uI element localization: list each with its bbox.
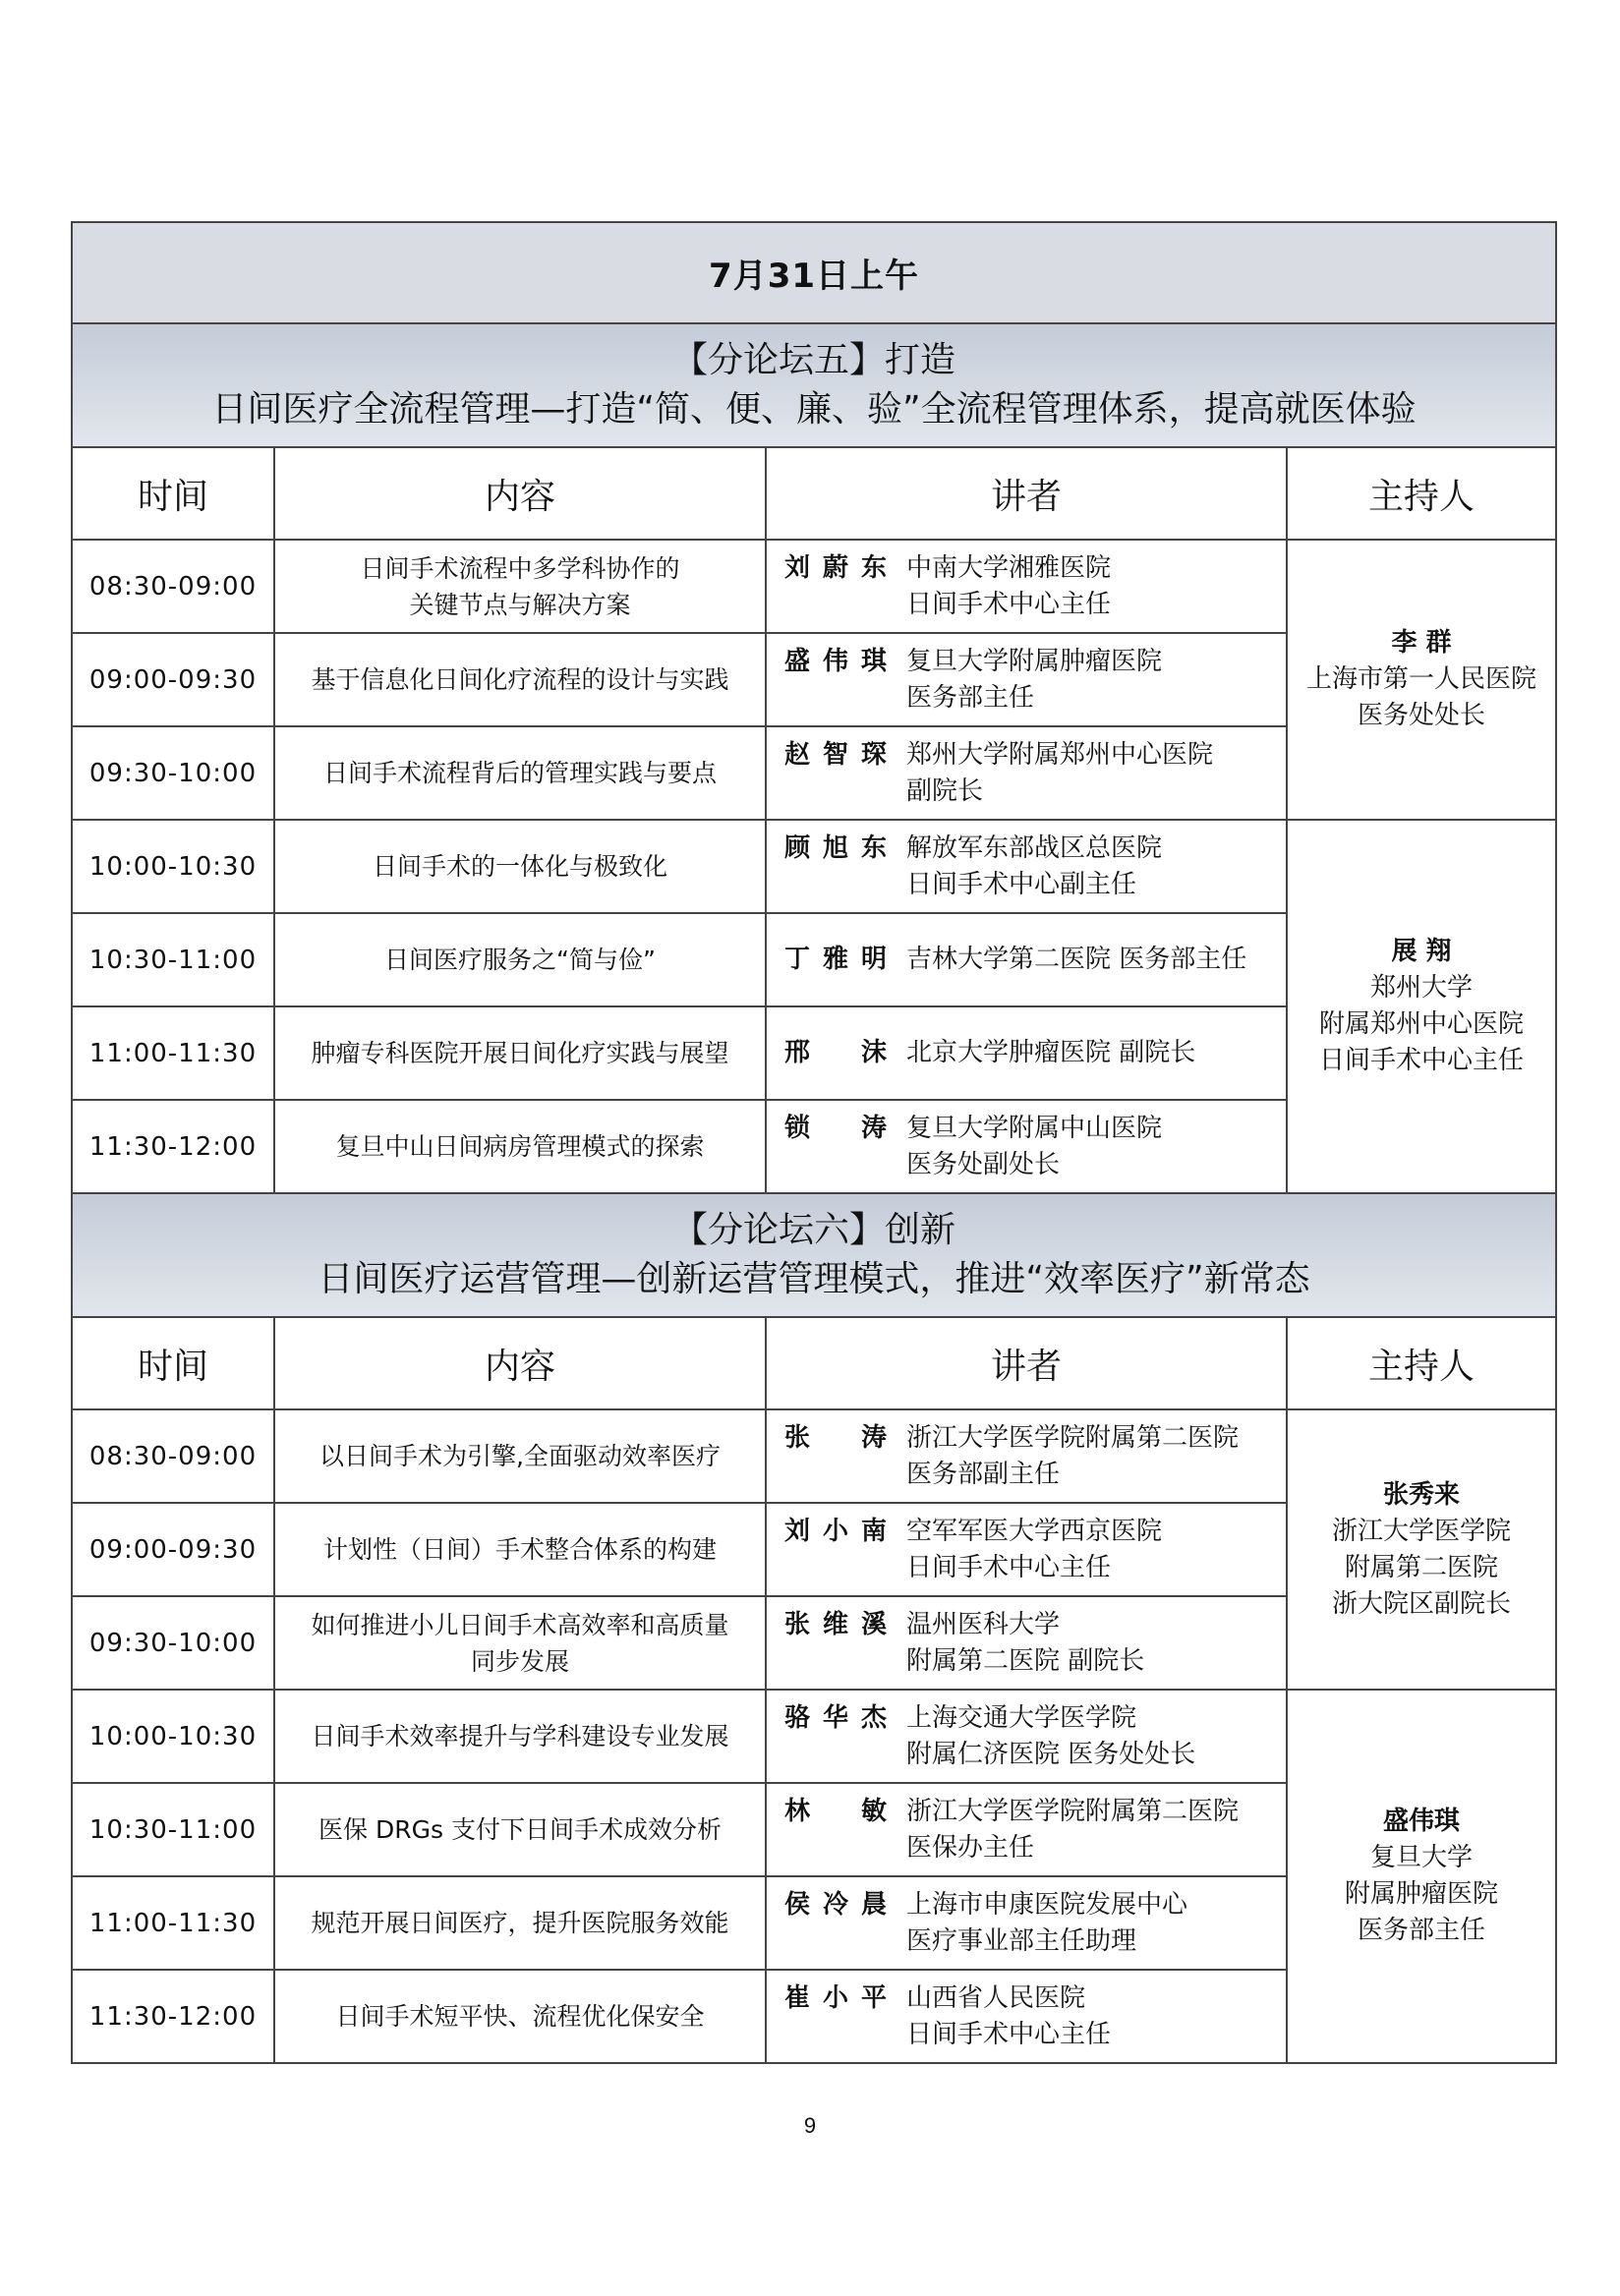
session-time: 11:00-11:30 bbox=[72, 1006, 274, 1100]
affiliation-line: 解放军东部战区总医院 bbox=[906, 832, 1163, 863]
topic-line: 日间手术短平快、流程优化保安全 bbox=[335, 2002, 705, 2031]
session-time: 11:30-12:00 bbox=[72, 1100, 274, 1193]
schedule-row bbox=[72, 1409, 1556, 1503]
affiliation-line: 山西省人民医院 bbox=[906, 1982, 1086, 2013]
speaker-name: 刘蔚东 bbox=[784, 552, 887, 583]
topic-line: 日间手术流程中多学科协作的 bbox=[360, 553, 680, 583]
session-host bbox=[1287, 540, 1556, 820]
affiliation-line: 医保办主任 bbox=[906, 1832, 1035, 1863]
host-affiliation-line: 复旦大学 bbox=[1370, 1843, 1474, 1872]
speaker-affiliation bbox=[906, 1514, 1286, 1586]
column-header-row bbox=[72, 447, 1556, 540]
affiliation-line: 日间手术中心主任 bbox=[906, 2019, 1112, 2049]
schedule-row bbox=[72, 1690, 1556, 1783]
affiliation-line: 上海市申康医院发展中心 bbox=[906, 1889, 1188, 1920]
host-name: 展 翔 bbox=[1391, 937, 1452, 966]
speaker-affiliation bbox=[906, 644, 1286, 717]
topic-line: 日间医疗服务之“简与俭” bbox=[384, 946, 656, 974]
session-topic bbox=[274, 1876, 766, 1970]
speaker-name: 盛伟琪 bbox=[784, 646, 887, 676]
speaker-name: 林 敏 bbox=[784, 1796, 887, 1826]
speaker-affiliation bbox=[906, 942, 1286, 978]
affiliation-line: 日间手术中心主任 bbox=[906, 1552, 1112, 1582]
affiliation-line: 附属第二医院 副院长 bbox=[906, 1645, 1145, 1676]
affiliation-line: 中南大学湘雅医院 bbox=[906, 552, 1112, 583]
column-header-host: 主持人 bbox=[1287, 1317, 1556, 1409]
speaker-block bbox=[767, 1887, 1286, 1960]
speaker-block bbox=[767, 831, 1286, 903]
affiliation-line: 吉林大学第二医院 医务部主任 bbox=[906, 945, 1247, 974]
speaker-affiliation bbox=[906, 1794, 1286, 1866]
speaker-block bbox=[767, 1607, 1286, 1680]
topic-line: 规范开展日间医疗，提升医院服务效能 bbox=[311, 1909, 729, 1937]
session-topic bbox=[274, 633, 766, 726]
session-topic bbox=[274, 1503, 766, 1596]
host-affiliation-line: 上海市第一人民医院 bbox=[1306, 664, 1537, 694]
schedule-table bbox=[71, 221, 1557, 2064]
topic-line: 计划性（日间）手术整合体系的构建 bbox=[322, 1535, 717, 1564]
session-time: 09:00-09:30 bbox=[72, 1503, 274, 1596]
session-topic bbox=[274, 1100, 766, 1193]
column-header-speaker: 讲者 bbox=[766, 1317, 1287, 1409]
session-topic bbox=[274, 1783, 766, 1876]
forum-title: 【分论坛五】打造 bbox=[672, 340, 956, 380]
speaker-affiliation bbox=[906, 1420, 1286, 1493]
speaker-block bbox=[767, 550, 1286, 623]
speaker-affiliation bbox=[906, 831, 1286, 903]
session-time: 08:30-09:00 bbox=[72, 540, 274, 633]
speaker-block bbox=[767, 737, 1286, 810]
session-speaker bbox=[766, 726, 1287, 820]
host-name: 盛伟琪 bbox=[1383, 1807, 1461, 1836]
speaker-name: 骆华杰 bbox=[784, 1702, 887, 1733]
speaker-name: 丁雅明 bbox=[784, 945, 887, 974]
schedule-row bbox=[72, 540, 1556, 633]
session-time: 11:30-12:00 bbox=[72, 1970, 274, 2063]
forum-header-row bbox=[72, 1193, 1556, 1317]
affiliation-line: 医务部副主任 bbox=[906, 1459, 1061, 1489]
affiliation-line: 上海交通大学医学院 bbox=[906, 1702, 1137, 1733]
session-host bbox=[1287, 1409, 1556, 1690]
affiliation-line: 温州医科大学 bbox=[906, 1609, 1061, 1639]
topic-line: 日间手术效率提升与学科建设专业发展 bbox=[311, 1722, 729, 1751]
column-header-content: 内容 bbox=[274, 1317, 766, 1409]
speaker-name: 侯冷晨 bbox=[784, 1889, 887, 1920]
speaker-name: 崔小平 bbox=[784, 1982, 887, 2013]
session-time: 10:00-10:30 bbox=[72, 1690, 274, 1783]
affiliation-line: 复旦大学附属中山医院 bbox=[906, 1113, 1163, 1143]
forum-subtitle: 日间医疗全流程管理—打造“简、便、廉、验”全流程管理体系，提高就医体验 bbox=[211, 389, 1417, 430]
speaker-name: 顾旭东 bbox=[784, 832, 887, 863]
affiliation-line: 北京大学肿瘤医院 副院长 bbox=[906, 1038, 1196, 1067]
speaker-affiliation bbox=[906, 550, 1286, 623]
host-affiliation-line: 浙大院区副院长 bbox=[1332, 1588, 1512, 1619]
topic-line: 基于信息化日间化疗流程的设计与实践 bbox=[311, 665, 729, 694]
speaker-block bbox=[767, 1420, 1286, 1493]
session-speaker bbox=[766, 1970, 1287, 2063]
affiliation-line: 浙江大学医学院附属第二医院 bbox=[906, 1422, 1240, 1453]
speaker-name: 张 涛 bbox=[784, 1422, 887, 1453]
session-speaker bbox=[766, 540, 1287, 633]
topic-line: 医保 DRGs 支付下日间手术成效分析 bbox=[318, 1815, 722, 1844]
column-header-time: 时间 bbox=[72, 1317, 274, 1409]
topic-line: 肿瘤专科医院开展日间化疗实践与展望 bbox=[311, 1039, 729, 1067]
session-topic bbox=[274, 913, 766, 1006]
host-affiliation-line: 浙江大学医学院 bbox=[1332, 1516, 1512, 1546]
column-header-speaker: 讲者 bbox=[766, 447, 1287, 540]
schedule-body bbox=[72, 222, 1556, 2063]
date-header-row bbox=[72, 222, 1556, 323]
session-time: 08:30-09:00 bbox=[72, 1409, 274, 1503]
speaker-name: 邢 沫 bbox=[784, 1038, 887, 1067]
schedule-row bbox=[72, 820, 1556, 913]
session-speaker bbox=[766, 1006, 1287, 1100]
date-header: 7月31日上午 bbox=[72, 222, 1556, 323]
session-speaker bbox=[766, 820, 1287, 913]
speaker-block bbox=[767, 942, 1286, 978]
topic-line: 关键节点与解决方案 bbox=[409, 590, 631, 619]
session-speaker bbox=[766, 633, 1287, 726]
session-speaker bbox=[766, 1690, 1287, 1783]
session-speaker bbox=[766, 1596, 1287, 1690]
speaker-block bbox=[767, 1980, 1286, 2053]
host-affiliation-line: 医务处处长 bbox=[1358, 701, 1486, 730]
topic-line: 日间手术的一体化与极致化 bbox=[372, 852, 667, 881]
column-header-host: 主持人 bbox=[1287, 447, 1556, 540]
session-speaker bbox=[766, 1876, 1287, 1970]
affiliation-line: 空军军医大学西京医院 bbox=[906, 1516, 1163, 1546]
speaker-affiliation bbox=[906, 737, 1286, 810]
topic-line: 日间手术流程背后的管理实践与要点 bbox=[322, 759, 717, 787]
session-time: 10:00-10:30 bbox=[72, 820, 274, 913]
speaker-name: 张维溪 bbox=[784, 1609, 887, 1639]
speaker-block bbox=[767, 1111, 1286, 1183]
affiliation-line: 日间手术中心主任 bbox=[906, 589, 1112, 619]
speaker-block bbox=[767, 1514, 1286, 1586]
session-speaker bbox=[766, 1783, 1287, 1876]
forum-header bbox=[72, 323, 1556, 447]
session-topic bbox=[274, 1596, 766, 1690]
topic-line: 同步发展 bbox=[470, 1646, 569, 1676]
session-time: 09:30-10:00 bbox=[72, 726, 274, 820]
speaker-block bbox=[767, 1035, 1286, 1071]
session-speaker bbox=[766, 913, 1287, 1006]
host-affiliation-line: 医务部主任 bbox=[1358, 1916, 1486, 1945]
host-name: 李 群 bbox=[1391, 628, 1452, 658]
session-host bbox=[1287, 1690, 1556, 2063]
affiliation-line: 日间手术中心副主任 bbox=[906, 869, 1137, 899]
forum-header bbox=[72, 1193, 1556, 1317]
session-topic bbox=[274, 820, 766, 913]
speaker-affiliation bbox=[906, 1035, 1286, 1071]
affiliation-line: 副院长 bbox=[906, 775, 984, 806]
affiliation-line: 郑州大学附属郑州中心医院 bbox=[906, 739, 1214, 770]
forum-title: 【分论坛六】创新 bbox=[672, 1210, 956, 1250]
session-topic bbox=[274, 1006, 766, 1100]
session-time: 10:30-11:00 bbox=[72, 1783, 274, 1876]
session-speaker bbox=[766, 1503, 1287, 1596]
affiliation-line: 复旦大学附属肿瘤医院 bbox=[906, 646, 1163, 676]
host-affiliation-line: 附属肿瘤医院 bbox=[1345, 1879, 1499, 1909]
host-affiliation-line: 郑州大学 bbox=[1370, 973, 1474, 1003]
affiliation-line: 医疗事业部主任助理 bbox=[906, 1925, 1137, 1956]
session-topic bbox=[274, 726, 766, 820]
host-affiliation-line: 附属第二医院 bbox=[1345, 1552, 1499, 1582]
affiliation-line: 医务部主任 bbox=[906, 682, 1035, 713]
session-time: 09:30-10:00 bbox=[72, 1596, 274, 1690]
session-speaker bbox=[766, 1100, 1287, 1193]
session-topic bbox=[274, 1409, 766, 1503]
session-time: 09:00-09:30 bbox=[72, 633, 274, 726]
forum-header-row bbox=[72, 323, 1556, 447]
session-time: 10:30-11:00 bbox=[72, 913, 274, 1006]
speaker-block bbox=[767, 1794, 1286, 1866]
column-header-time: 时间 bbox=[72, 447, 274, 540]
speaker-affiliation bbox=[906, 1980, 1286, 2053]
affiliation-line: 附属仁济医院 医务处处长 bbox=[906, 1739, 1196, 1769]
column-header-row bbox=[72, 1317, 1556, 1409]
topic-line: 复旦中山日间病房管理模式的探索 bbox=[335, 1132, 705, 1161]
speaker-block bbox=[767, 1700, 1286, 1773]
speaker-affiliation bbox=[906, 1607, 1286, 1680]
host-affiliation-line: 日间手术中心主任 bbox=[1319, 1046, 1525, 1075]
speaker-name: 刘小南 bbox=[784, 1516, 887, 1546]
speaker-name: 赵智琛 bbox=[784, 739, 887, 770]
page-number: 9 bbox=[803, 2113, 817, 2138]
forum-subtitle: 日间医疗运营管理—创新运营管理模式，推进“效率医疗”新常态 bbox=[318, 1259, 1310, 1299]
host-name: 张秀来 bbox=[1383, 1479, 1461, 1510]
speaker-affiliation bbox=[906, 1700, 1286, 1773]
topic-line: 以日间手术为引擎,全面驱动效率医疗 bbox=[319, 1442, 721, 1470]
column-header-content: 内容 bbox=[274, 447, 766, 540]
topic-line: 如何推进小儿日间手术高效率和高质量 bbox=[311, 1610, 729, 1639]
speaker-affiliation bbox=[906, 1887, 1286, 1960]
speaker-block bbox=[767, 644, 1286, 717]
host-affiliation-line: 附属郑州中心医院 bbox=[1319, 1009, 1525, 1039]
speaker-affiliation bbox=[906, 1111, 1286, 1183]
session-topic bbox=[274, 1690, 766, 1783]
session-host bbox=[1287, 820, 1556, 1193]
affiliation-line: 浙江大学医学院附属第二医院 bbox=[906, 1796, 1240, 1826]
session-topic bbox=[274, 540, 766, 633]
speaker-name: 锁 涛 bbox=[784, 1113, 887, 1143]
session-time: 11:00-11:30 bbox=[72, 1876, 274, 1970]
session-speaker bbox=[766, 1409, 1287, 1503]
affiliation-line: 医务处副处长 bbox=[906, 1149, 1061, 1179]
session-topic bbox=[274, 1970, 766, 2063]
